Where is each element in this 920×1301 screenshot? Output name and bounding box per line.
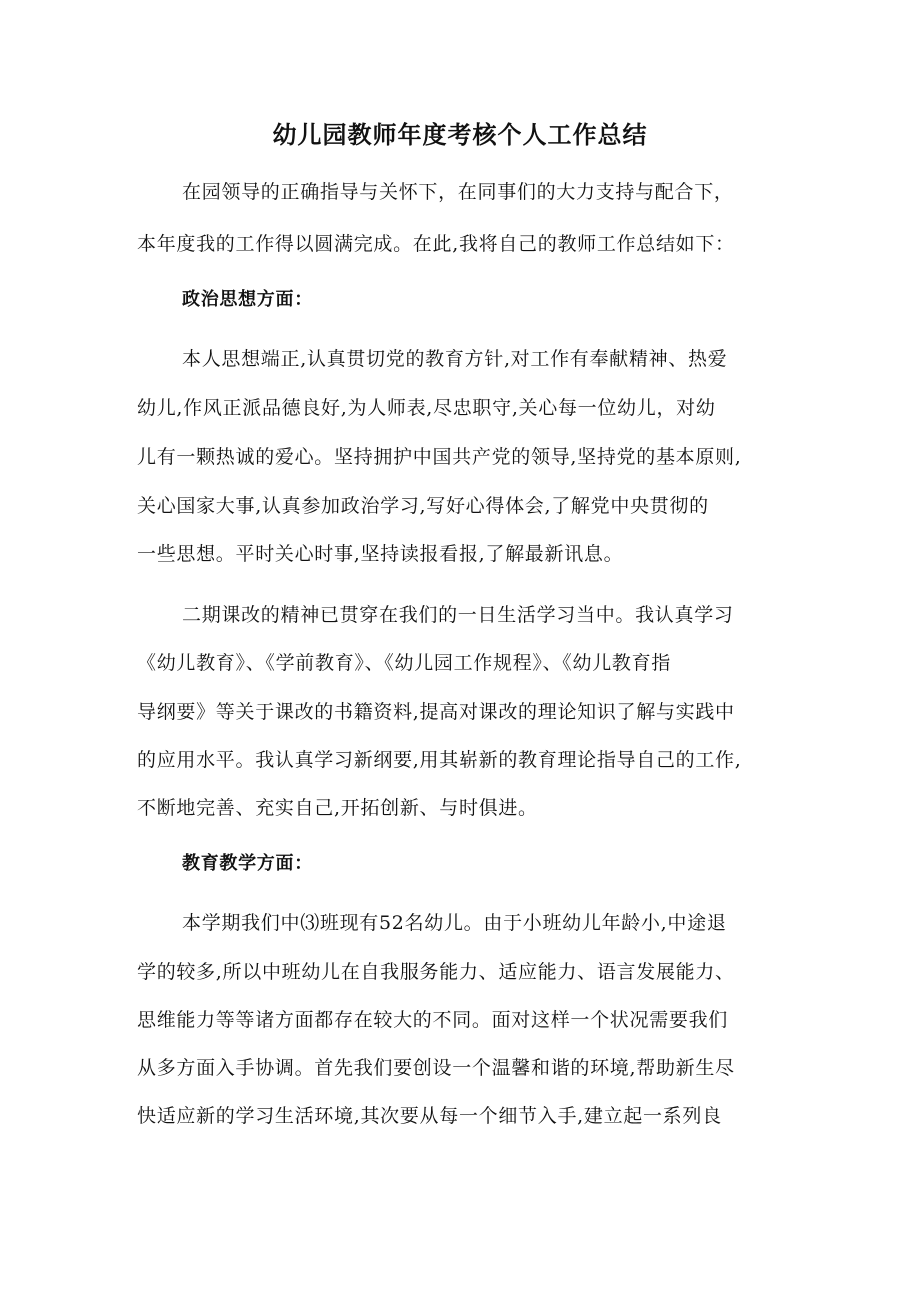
paragraph-line: 本学期我们中⑶班现有52名幼儿。由于小班幼儿年龄小,中途退 (182, 912, 727, 934)
section-heading-politics: 政治思想方面： (182, 289, 313, 310)
paragraph-line: 学的较多,所以中班幼儿在自我服务能力、适应能力、语言发展能力、 (137, 961, 735, 983)
paragraph-line: 幼儿,作风正派品德良好,为人师表,尽忠职守,关心每一位幼儿，对幼 (137, 397, 716, 419)
paragraph-line: 《幼儿教育》、《学前教育》、《幼儿园工作规程》、《幼儿教育指 (137, 652, 672, 674)
paragraph-line: 关心国家大事,认真参加政治学习,写好心得体会,了解党中央贯彻的 (137, 495, 709, 517)
paragraph-line: 本人思想端正,认真贯切党的教育方针,对工作有奉献精神、热爱 (182, 348, 728, 370)
paragraph-line: 不断地完善、充实自己,开拓创新、与时俱进。 (137, 797, 538, 819)
paragraph-line: 本年度我的工作得以圆满完成。在此,我将自己的教师工作总结如下： (137, 233, 735, 255)
section-heading-teaching: 教育教学方面： (182, 853, 313, 874)
paragraph-line: 儿有一颗热诚的爱心。坚持拥护中国共产党的领导,坚持党的基本原则, (137, 446, 742, 468)
paragraph-line: 在园领导的正确指导与关怀下，在同事们的大力支持与配合下， (182, 181, 734, 203)
paragraph-line: 导纲要》等关于课改的书籍资料,提高对课改的理论知识了解与实践中 (137, 701, 735, 723)
document-title: 幼儿园教师年度考核个人工作总结 (272, 121, 648, 149)
paragraph-line: 的应用水平。我认真学习新纲要,用其崭新的教育理论指导自己的工作, (137, 749, 742, 771)
paragraph-line: 从多方面入手协调。首先我们要创设一个温馨和谐的环境,帮助新生尽 (137, 1057, 735, 1079)
paragraph-line: 一些思想。平时关心时事,坚持读报看报,了解最新讯息。 (137, 543, 624, 565)
paragraph-line: 思维能力等等诸方面都存在较大的不同。面对这样一个状况需要我们 (137, 1009, 729, 1031)
paragraph-line: 快适应新的学习生活环境,其次要从每一个细节入手,建立起一系列良 (137, 1105, 722, 1127)
paragraph-line: 二期课改的精神已贯穿在我们的一日生活学习当中。我认真学习 (182, 604, 734, 626)
